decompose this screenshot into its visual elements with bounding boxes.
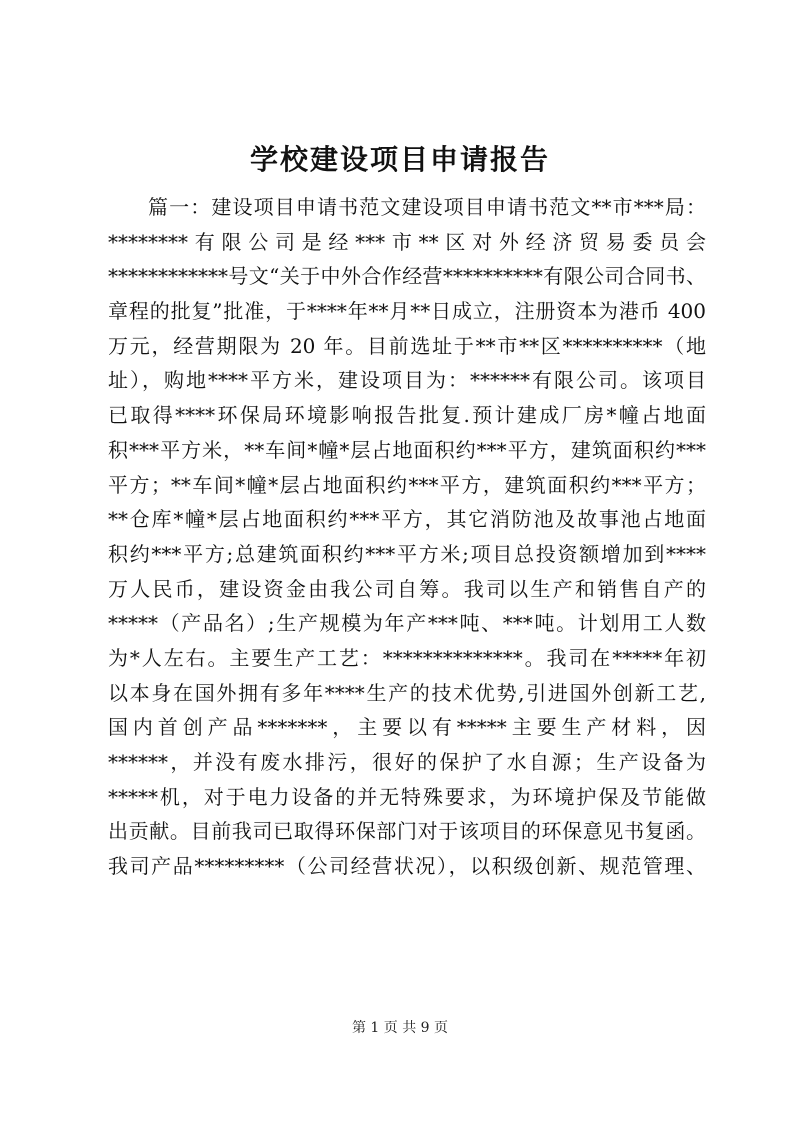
- body-line: 为*人左右。主要生产工艺：**************。我司在*****年初: [108, 645, 706, 670]
- body-line: 积约***平方;总建筑面积约***平方米;项目总投资额增加到****: [108, 541, 706, 566]
- body-line: 积***平方米，**车间*幢*层占地面积约***平方，建筑面积约***: [108, 437, 706, 462]
- body-line: *****（产品名）;生产规模为年产***吨、***吨。计划用工人数: [108, 611, 706, 636]
- document-body: [108, 190, 706, 884]
- body-line: 章程的批复”批准，于****年**月**日成立，注册资本为港币 400: [108, 299, 706, 324]
- body-line: *****机，对于电力设备的并无特殊要求，为环境护保及节能做: [108, 784, 706, 809]
- body-line: 万人民币，建设资金由我公司自筹。我司以生产和销售自产的: [108, 576, 706, 601]
- body-line: 国内首创产品*******，主要以有*****主要生产材料，因: [108, 715, 706, 740]
- page-number-footer: 第 1 页 共 9 页: [351, 1020, 449, 1036]
- body-line: ************号文“关于中外合作经营**********有限公司合同书、: [108, 264, 706, 289]
- body-line: 以本身在国外拥有多年****生产的技术优势,引进国外创新工艺,: [108, 680, 706, 705]
- body-line: 出贡献。目前我司已取得环保部门对于该项目的环保意见书复函。: [108, 819, 706, 844]
- body-line: 万元，经营期限为 20 年。目前选址于**市**区**********（地: [108, 333, 706, 358]
- document-title: 学校建设项目申请报告: [249, 143, 550, 176]
- body-line: 我司产品*********（公司经营状况），以积级创新、规范管理、: [108, 854, 706, 879]
- body-line: 已取得****环保局环境影响报告批复.预计建成厂房*幢占地面: [108, 403, 706, 428]
- body-line: ******，并没有废水排污，很好的保护了水自源；生产设备为: [108, 750, 706, 774]
- body-line: 平方；**车间*幢*层占地面积约***平方，建筑面积约***平方；: [108, 472, 706, 497]
- body-line: 址），购地****平方米，建设项目为：******有限公司。该项目: [108, 368, 706, 393]
- body-line: **仓库*幢*层占地面积约***平方，其它消防池及故事池占地面: [108, 507, 706, 532]
- body-line: 篇一：建设项目申请书范文建设项目申请书范文**市***局：: [148, 195, 706, 219]
- body-line: ********有限公司是经***市**区对外经济贸易委员会: [108, 229, 706, 254]
